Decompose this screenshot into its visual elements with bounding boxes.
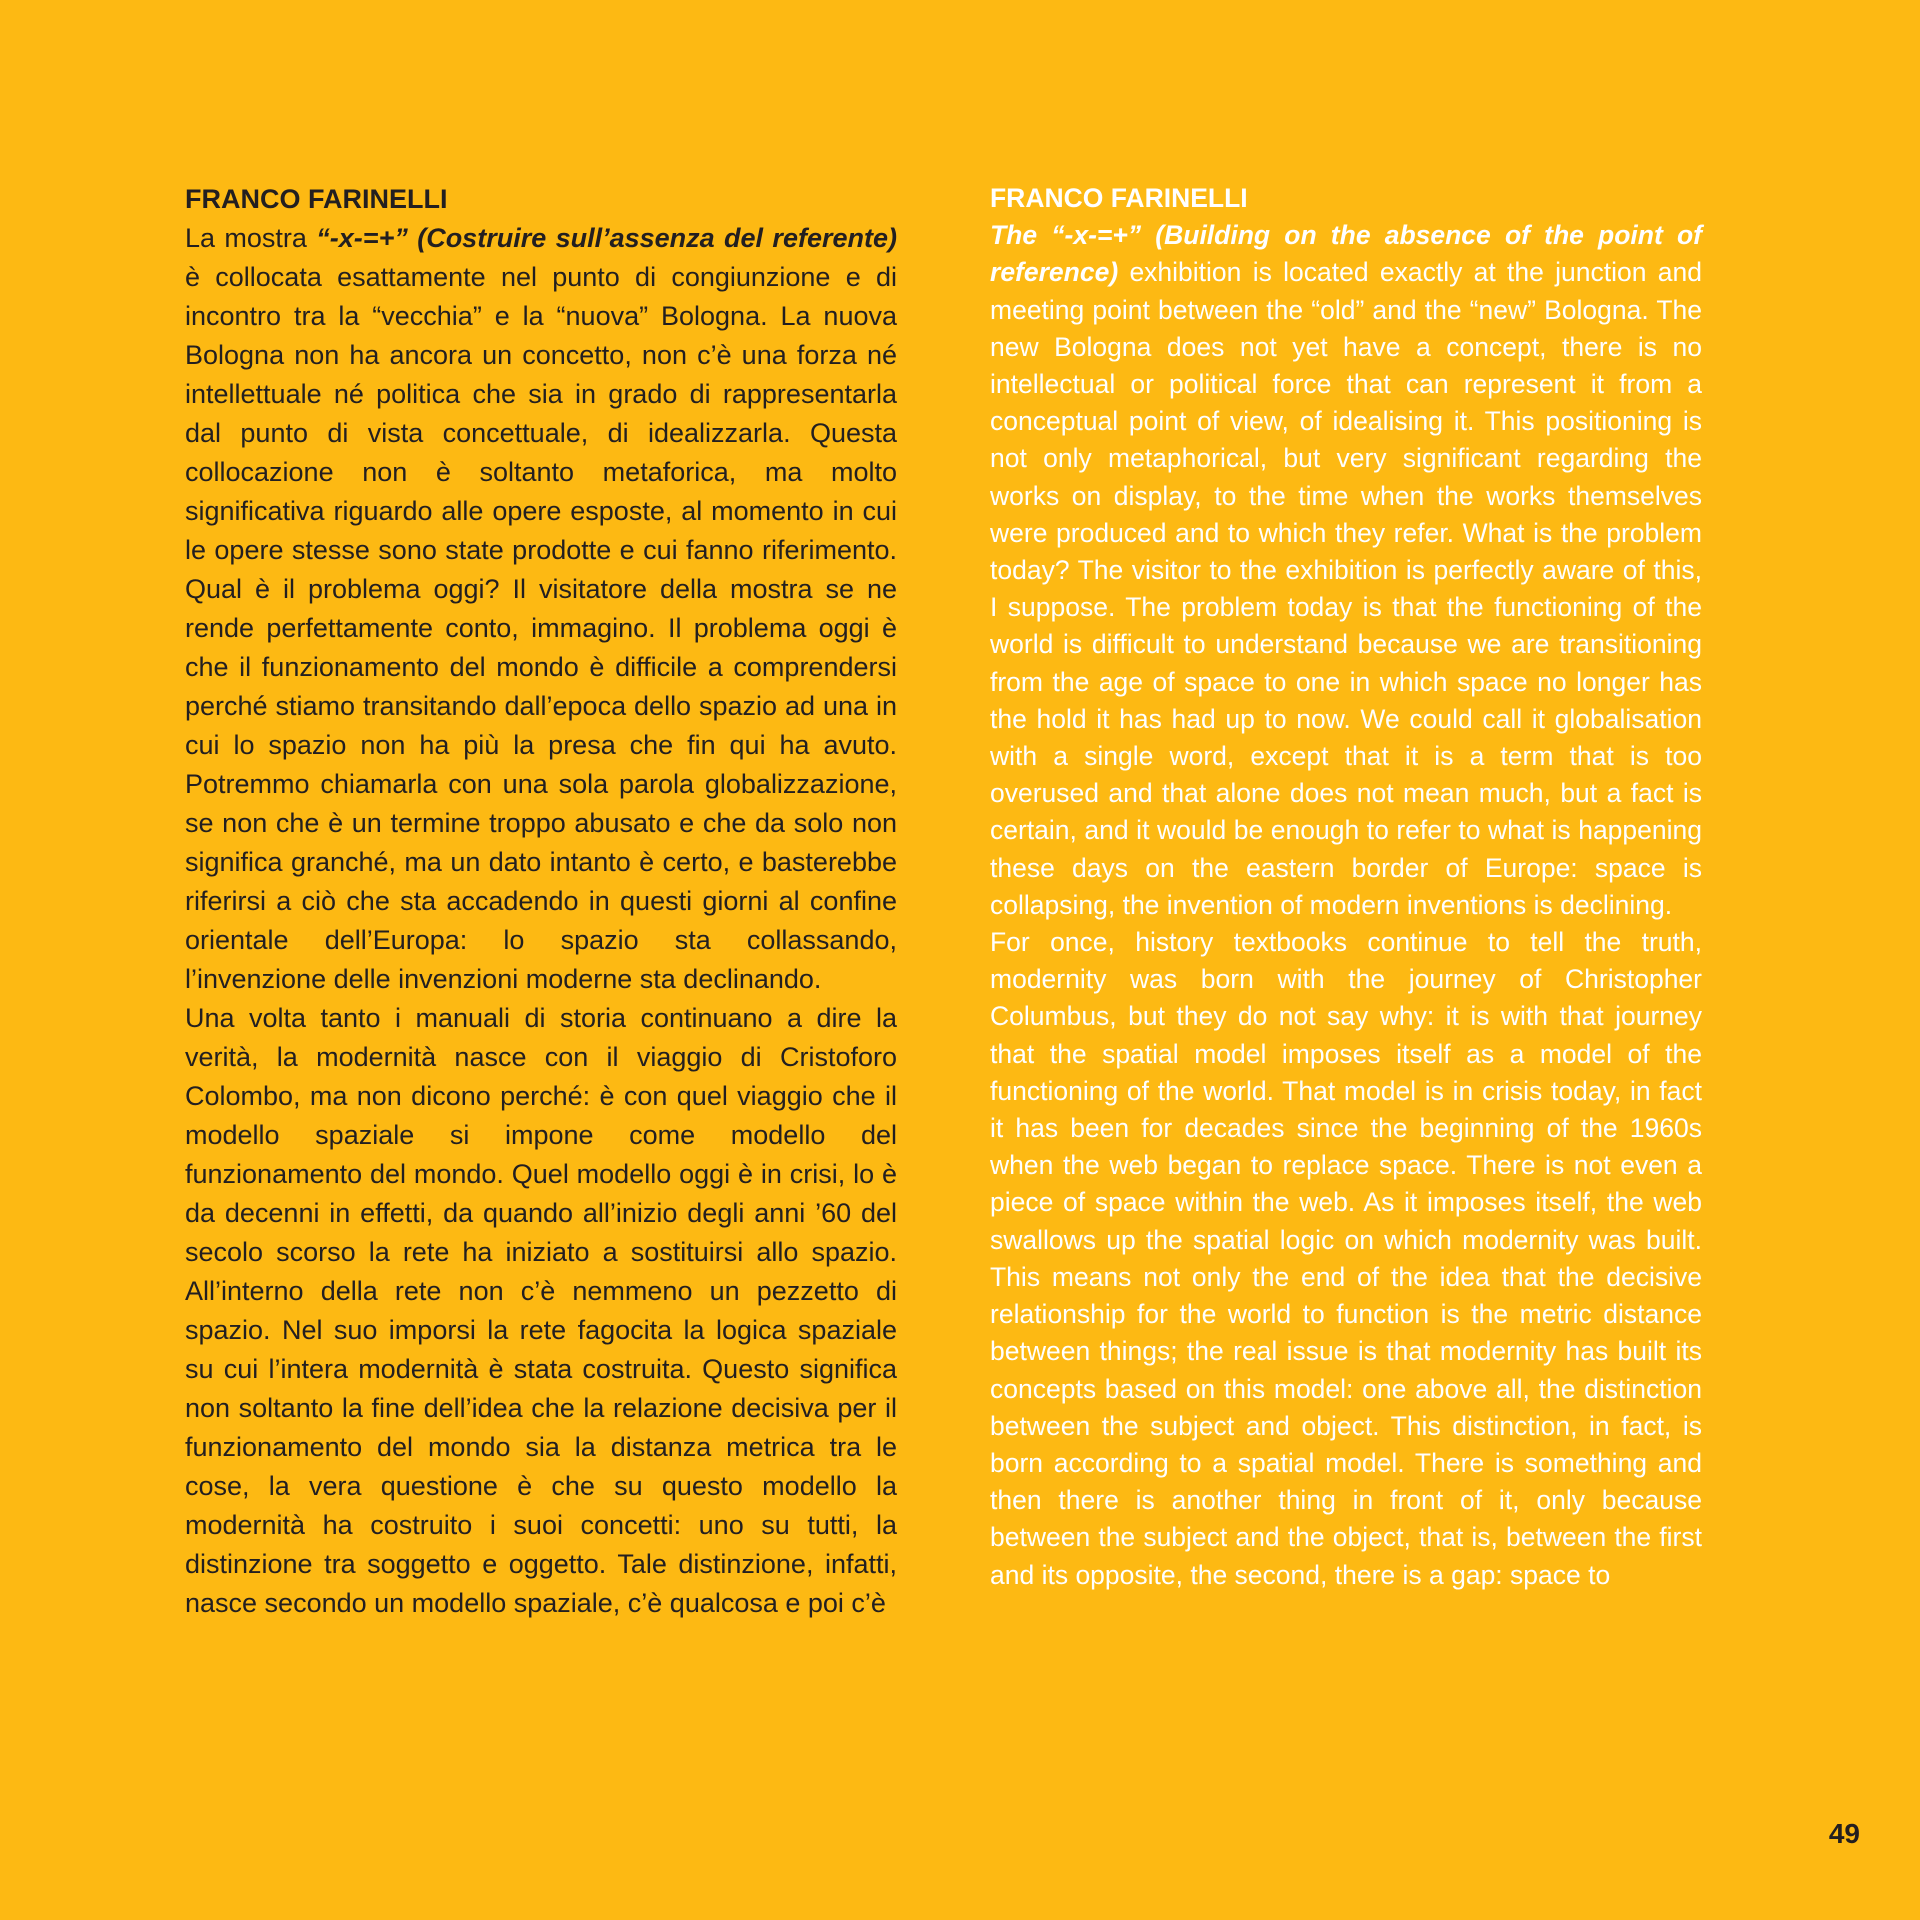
- italian-paragraph-1: [185, 219, 897, 999]
- english-p1-body: exhibition is located exactly at the junction and meeting point between the “old” and the “new” Bologna. The new Bologna does not yet have a concept, there is no intellectual or political force that can represent it from a conceptual point of view, of idealising it. This positioning is not only metaphorical, but very significant regarding the works on display, to the time when the works themselves were produced and to which they refer. What is the problem today? The visitor to the exhibition is perfectly aware of this, I suppose. The problem today is that the functioning of the world is difficult to understand because we are transitioning from the age of space to one in which space no longer has the hold it has had up to now. We could call it globalisation with a single word, except that it is a term that is too overused and that alone does not mean much, but a fact is certain, and it would be enough to refer to what is happening these days on the eastern border of Europe: space is collapsing, the invention of modern inventions is declining.: [990, 257, 1702, 920]
- english-author-heading: FRANCO FARINELLI: [990, 183, 1248, 213]
- italian-p1-body: è collocata esattamente nel punto di congiunzione e di incontro tra la “vecchia” e la “nuova” Bologna. La nuova Bologna non ha ancora un concetto, non c’è una forza né intellettuale né politica che sia in grado di rappresentarla dal punto di vista concettuale, di idealizzarla. Questa collocazione non è soltanto metaforica, ma molto significativa riguardo alle opere esposte, al momento in cui le opere stesse sono state prodotte e cui fanno riferimento. Qual è il problema oggi? Il visitatore della mostra se ne rende perfettamente conto, immagino. Il problema oggi è che il funzionamento del mondo è difficile a comprendersi perché stiamo transitando dall’epoca dello spazio ad una in cui lo spazio non ha più la presa che fin qui ha avuto. Potremmo chiamarla con una sola parola globalizzazione, se non che è un termine troppo abusato e che da solo non significa granché, ma un dato intanto è certo, e basterebbe riferirsi a ciò che sta accadendo in questi giorni al confine orientale dell’Europa: lo spazio sta collassando, l’invenzione delle invenzioni moderne sta declinando.: [185, 262, 897, 994]
- italian-paragraph-2: Una volta tanto i manuali di storia continuano a dire la verità, la modernità nasce con il viaggio di Cristoforo Colombo, ma non dicono perché: è con quel viaggio che il modello spaziale si impone come modello del funzionamento del mondo. Quel modello oggi è in crisi, lo è da decenni in effetti, da quando all’inizio degli anni ’60 del secolo scorso la rete ha iniziato a sostituirsi allo spazio. All’interno della rete non c’è nemmeno un pezzetto di spazio. Nel suo imporsi la rete fagocita la logica spaziale su cui l’intera modernità è stata costruita. Questo significa non soltanto la fine dell’idea che la relazione decisiva per il funzionamento del mondo sia la distanza metrica tra le cose, la vera questione è che su questo modello la modernità ha costruito i suoi concetti: uno su tutti, la distinzione tra soggetto e oggetto. Tale distinzione, infatti, nasce secondo un modello spaziale, c’è qualcosa e poi c’è: [185, 1003, 897, 1618]
- italian-author-heading: FRANCO FARINELLI: [185, 184, 448, 214]
- english-paragraph-2: For once, history textbooks continue to tell the truth, modernity was born with the journey of Christopher Columbus, but they do not say why: it is with that journey that the spatial model imposes itself as a model of the functioning of the world. That model is in crisis today, in fact it has been for decades since the beginning of the 1960s when the web began to replace space. There is not even a piece of space within the web. As it imposes itself, the web swallows up the spatial logic on which modernity was built. This means not only the end of the idea that the decisive relationship for the world to function is the metric distance between things; the real issue is that modernity has built its concepts based on this model: one above all, the distinction between the subject and object. This distinction, in fact, is born according to a spatial model. There is something and then there is another thing in front of it, only because between the subject and the object, that is, between the first and its opposite, the second, there is a gap: space to: [990, 927, 1702, 1590]
- english-paragraph-1: [990, 217, 1702, 924]
- english-column: [990, 180, 1702, 1594]
- italian-column: [185, 180, 897, 1623]
- italian-p1-lead: La mostra: [185, 223, 317, 253]
- italian-exhibition-title: “-x-=+” (Costruire sull’assenza del referente): [316, 223, 897, 253]
- english-exhibition-title: The “-x-=+” (Building on the absence of the point of reference): [990, 220, 1702, 288]
- page-number: 49: [1828, 1818, 1860, 1849]
